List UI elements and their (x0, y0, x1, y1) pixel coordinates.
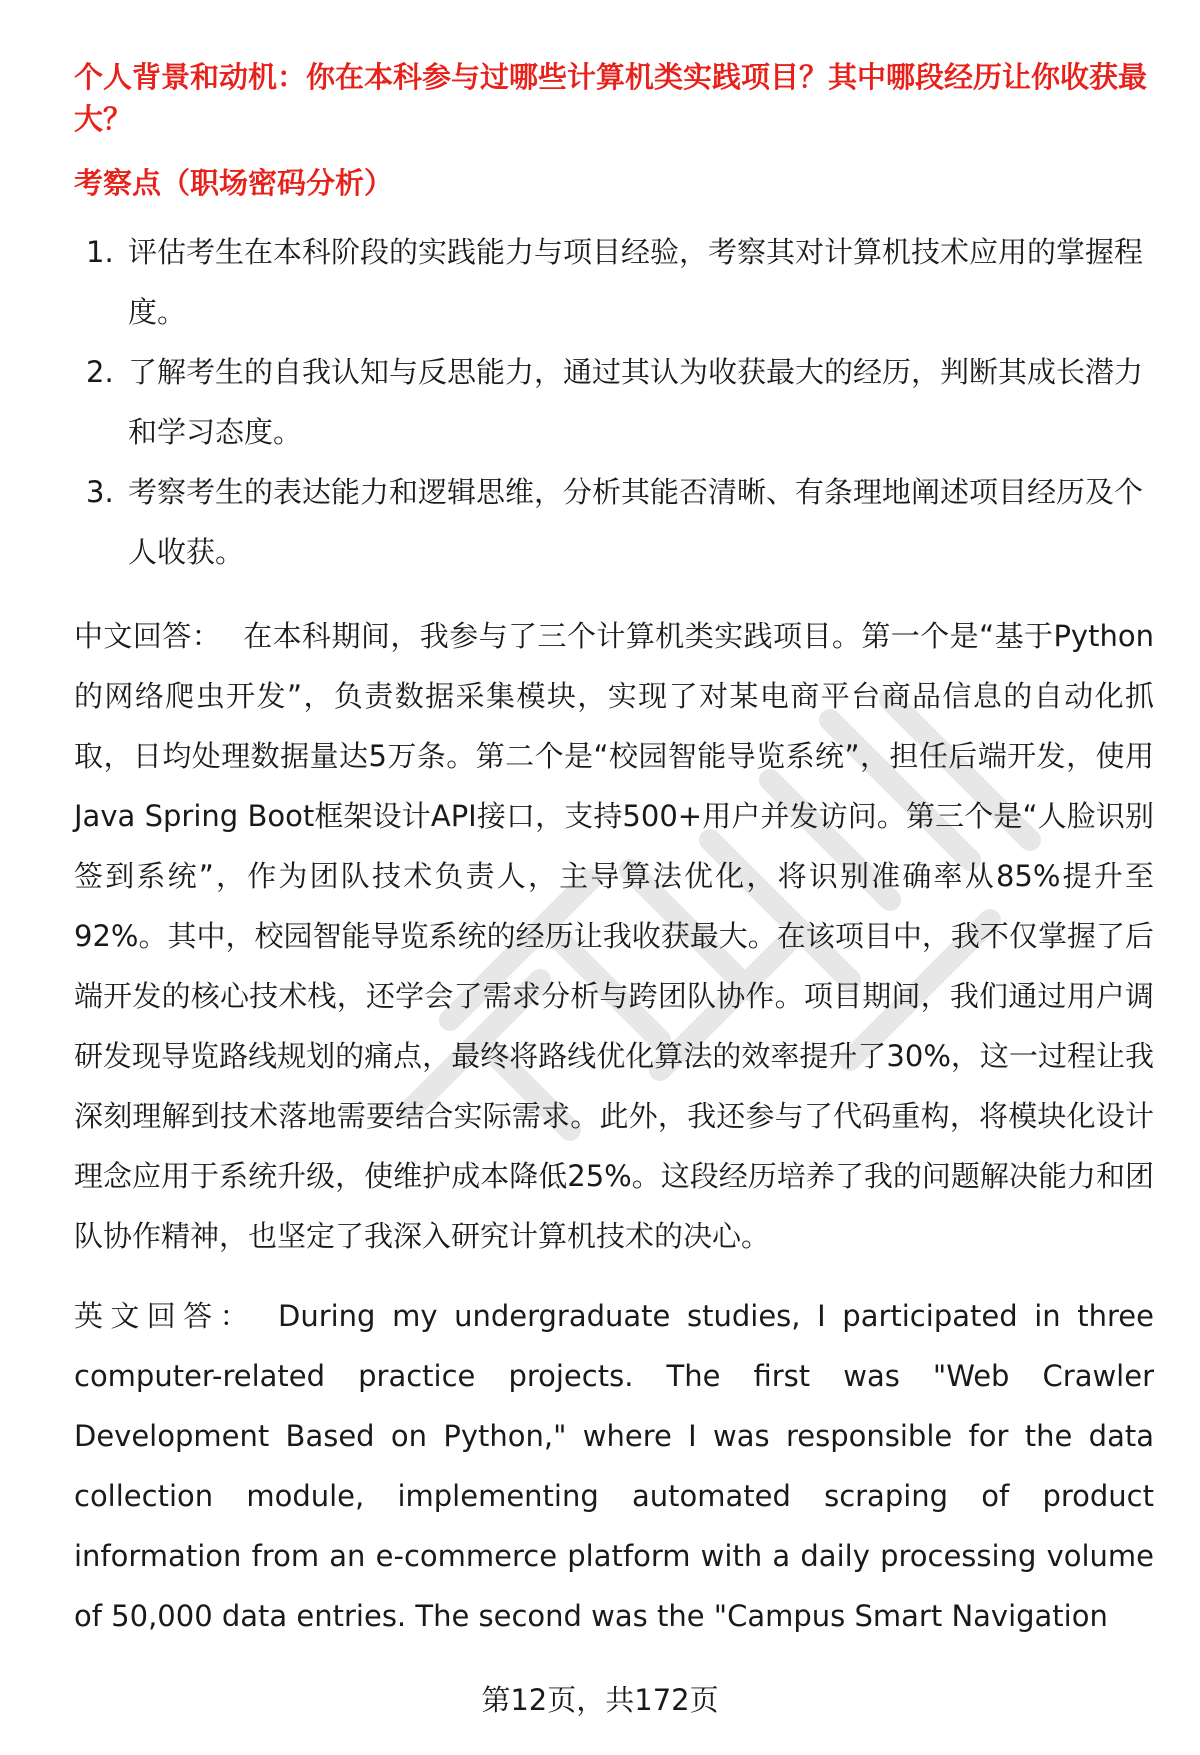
content-area (74, 56, 1154, 1666)
english-answer (74, 1286, 1154, 1646)
list-item (74, 222, 1154, 342)
assessment-heading: 考察点（职场密码分析） (74, 166, 394, 200)
assessment-list (74, 222, 1154, 582)
list-item (74, 462, 1154, 582)
english-answer-text: During my undergraduate studies, I participated in three computer-related practice projects. The first was "Web Crawler Development Based on Python," where I was responsible for the data collection module, implementing automated scraping of product information from an e-commerce platform with a daily processing volume of 50,000 data entries. The second was the "Campus Smart Navigation (74, 1299, 1154, 1633)
english-answer-label: 英文回答： (74, 1299, 256, 1333)
list-item-text: 了解考生的自我认知与反思能力，通过其认为收获最大的经历，判断其成长潜力和学习态度。 (128, 355, 1144, 449)
list-item (74, 342, 1154, 462)
list-item-number: 3. (86, 475, 114, 509)
page-indicator: 第12页，共172页 (481, 1683, 719, 1717)
list-item-text: 考察考生的表达能力和逻辑思维，分析其能否清晰、有条理地阐述项目经历及个人收获。 (128, 475, 1144, 569)
list-item-number: 1. (86, 235, 114, 269)
list-item-number: 2. (86, 355, 114, 389)
chinese-answer-text: 在本科期间，我参与了三个计算机类实践项目。第一个是“基于Python的网络爬虫开发”，负责数据采集模块，实现了对某电商平台商品信息的自动化抓取，日均处理数据量达5万条。第二个是“校园智能导览系统”，担任后端开发，使用Java Spring Boot框架设计API接口，支持500+用户并发访问。第三个是“人脸识别签到系统”，作为团队技术负责人，主导算法优化，将识别准确率从85%提升至92%。其中，校园智能导览系统的经历让我收获最大。在该项目中，我不仅掌握了后端开发的核心技术栈，还学会了需求分析与跨团队协作。项目期间，我们通过用户调研发现导览路线规划的痛点，最终将路线优化算法的效率提升了30%，这一过程让我深刻理解到技术落地需要结合实际需求。此外，我还参与了代码重构，将模块化设计理念应用于系统升级，使维护成本降低25%。这段经历培养了我的问题解决能力和团队协作精神，也坚定了我深入研究计算机技术的决心。 (74, 619, 1154, 1253)
list-item-text: 评估考生在本科阶段的实践能力与项目经验，考察其对计算机技术应用的掌握程度。 (128, 235, 1144, 329)
chinese-answer (74, 606, 1154, 1266)
question-heading: 个人背景和动机：你在本科参与过哪些计算机类实践项目？其中哪段经历让你收获最大？ (74, 60, 1148, 136)
chinese-answer-label: 中文回答： (74, 619, 222, 653)
